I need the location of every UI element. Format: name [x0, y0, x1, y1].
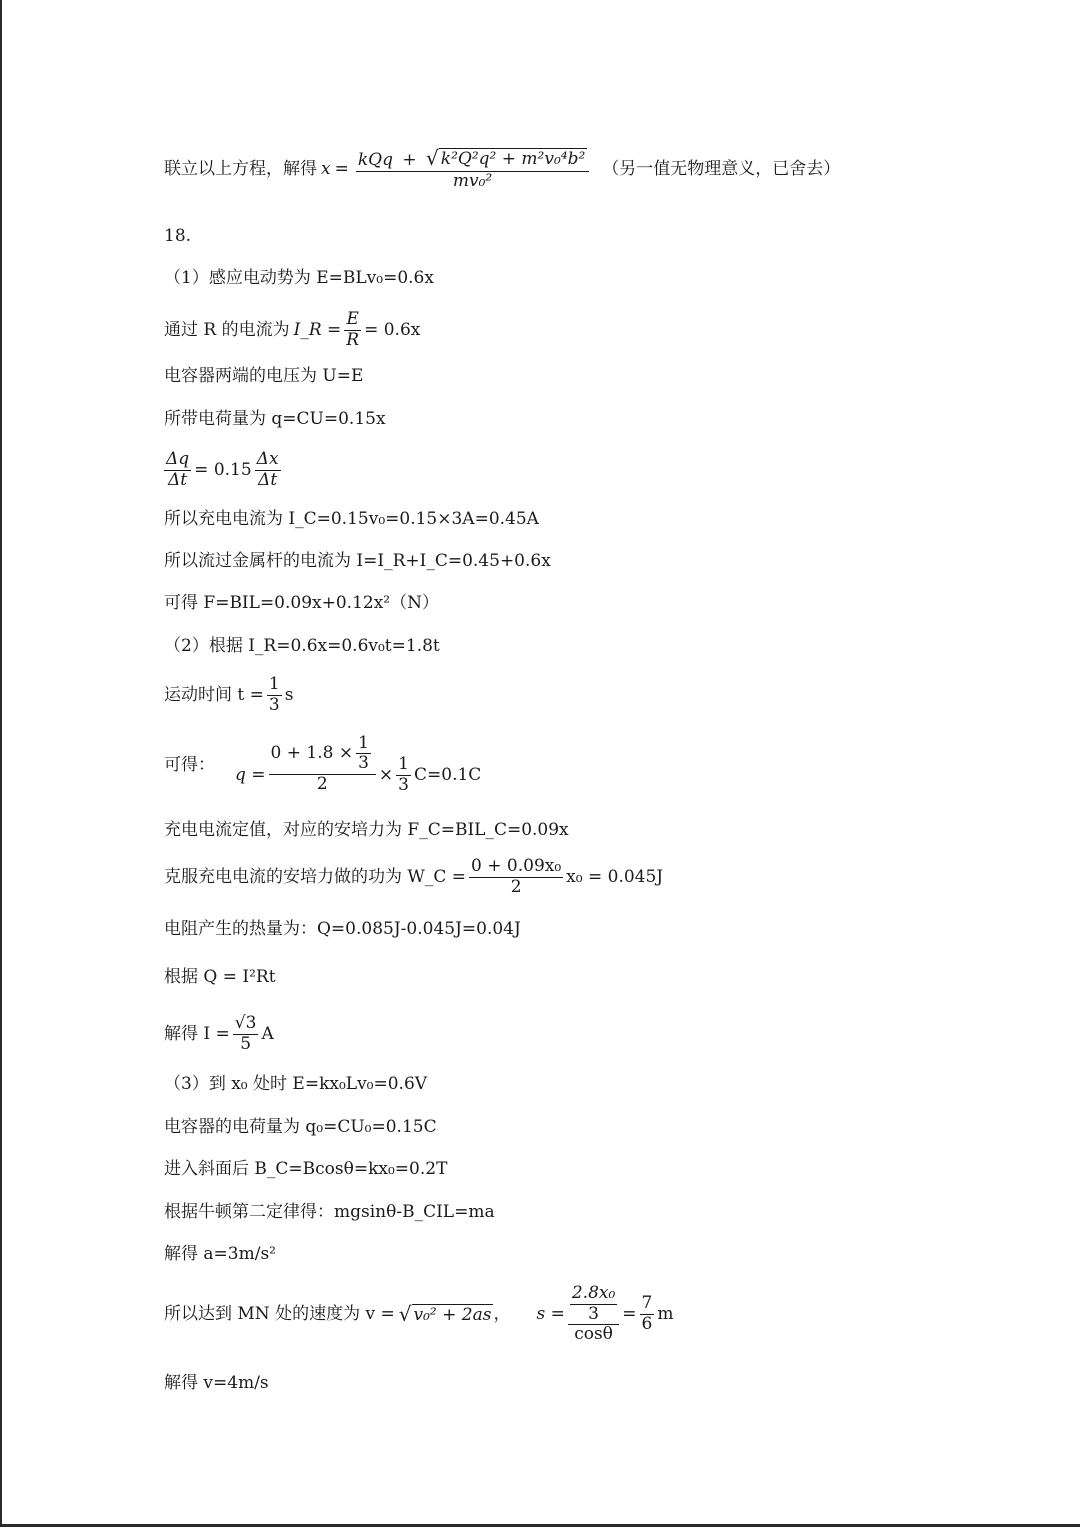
fraction-x	[356, 148, 589, 191]
fraction-average-force	[469, 857, 563, 897]
equals-sign: =	[334, 159, 349, 180]
denominator-3: 3	[268, 694, 280, 715]
question-number: 18.	[164, 226, 192, 246]
part1-rod-current: 所以流过金属杆的电流为 I=I_R+I_C=0.45+0.6x	[164, 551, 551, 571]
text-motion-time: 运动时间 t =	[164, 684, 264, 705]
part2-work	[164, 857, 663, 897]
part1-charging-current: 所以充电电流为 I_C=0.15v₀=0.15×3A=0.45A	[164, 509, 539, 529]
denominator-5: 5	[240, 1033, 252, 1054]
numerator-2-8x0: 2.8x₀	[571, 1283, 616, 1303]
text-lianli: 联立以上方程，解得	[164, 159, 317, 180]
inner-denominator-3: 3	[358, 753, 369, 774]
fraction-x-denominator: mv₀²	[452, 170, 493, 191]
force-denominator-2: 2	[510, 876, 522, 897]
part1-charge: 所带电荷量为 q=CU=0.15x	[164, 409, 386, 429]
part3-final-velocity: 解得 v=4m/s	[164, 1373, 269, 1393]
part2-ir: （2）根据 I_R=0.6x=0.6v₀t=1.8t	[164, 636, 440, 656]
sqrt-velocity	[398, 1301, 494, 1326]
text-velocity-at-mn: 所以达到 MN 处的速度为 v =	[164, 1304, 395, 1325]
fraction-time-one-third	[396, 755, 411, 795]
denominator-dt-2: Δt	[258, 469, 278, 490]
plus-sign: +	[402, 150, 417, 170]
var-x: x	[321, 159, 331, 180]
velocity-radicand: v₀² + 2as	[413, 1304, 492, 1325]
part2-charge	[164, 733, 481, 795]
part2-time	[164, 675, 293, 715]
term-kqq: kQq	[357, 150, 393, 170]
part3-emf: （3）到 x₀ 处时 E=kx₀Lv₀=0.6V	[164, 1074, 428, 1094]
fraction-2-8x0-over-3	[570, 1284, 617, 1324]
term-q: q =	[235, 764, 266, 785]
fraction-distance	[568, 1284, 619, 1345]
result-0-045j: x₀ = 0.045J	[566, 866, 664, 887]
times-sign: ×	[378, 764, 394, 785]
distance-numerator	[568, 1284, 619, 1325]
unit-m: m	[657, 1304, 674, 1325]
denominator-r: R	[346, 329, 360, 350]
part1-dq-dt	[164, 450, 284, 490]
part3-newton: 根据牛顿第二定律得：mgsinθ-B_CIL=ma	[164, 1202, 495, 1222]
comma: ，	[493, 1304, 511, 1325]
note-discard: （另一值无物理意义，已舍去）	[602, 159, 841, 180]
coef-0-15: = 0.15	[194, 459, 252, 480]
fraction-average-current	[269, 734, 376, 795]
text-solve-i: 解得 I =	[164, 1023, 230, 1044]
denominator-cos-theta: cosθ	[574, 1324, 613, 1345]
text-current-through-r: 通过 R 的电流为	[164, 319, 290, 340]
time-denominator-3: 3	[398, 774, 409, 795]
part3-velocity	[164, 1284, 674, 1345]
fraction-seven-sixths	[640, 1294, 655, 1334]
avg-denominator-2: 2	[316, 773, 328, 794]
numerator-1: 1	[268, 674, 280, 694]
fraction-x-numerator	[356, 148, 589, 172]
text-work-done: 克服充电电流的安培力做的功为 W_C =	[164, 866, 467, 887]
scan-left-border	[0, 0, 2, 1527]
denominator-3-inner: 3	[588, 1303, 599, 1324]
inner-numerator-1: 1	[358, 732, 369, 753]
term-ir: I_R =	[293, 319, 342, 340]
part3-field: 进入斜面后 B_C=Bcosθ=kx₀=0.2T	[164, 1159, 448, 1179]
part2-current-i	[164, 1014, 274, 1054]
fraction-dq-dt	[164, 450, 191, 490]
radical-symbol-2: √	[398, 1301, 412, 1326]
part3-charge: 电容器的电荷量为 q₀=CU₀=0.15C	[164, 1117, 437, 1137]
inner-expression: 0 + 1.8 ×	[270, 742, 354, 763]
avg-numerator	[269, 734, 376, 775]
part1-capacitor-voltage: 电容器两端的电压为 U=E	[164, 366, 364, 386]
part1-force: 可得 F=BIL=0.09x+0.12x²（N）	[164, 593, 439, 613]
time-numerator-1: 1	[398, 754, 409, 774]
numerator-dx: Δx	[256, 449, 279, 469]
unit-s: s	[284, 684, 294, 705]
fraction-root3-over-5	[233, 1014, 259, 1054]
denominator-dt: Δt	[168, 469, 188, 490]
solution-line-x	[164, 148, 840, 191]
unit-a: A	[261, 1023, 274, 1044]
part1-current-r	[164, 310, 420, 350]
fraction-e-over-r	[344, 310, 361, 350]
radical-symbol: √	[426, 146, 439, 170]
part2-ampere-force: 充电电流定值，对应的安培力为 F_C=BIL_C=0.09x	[164, 820, 569, 840]
part2-joule-law: 根据 Q = I²Rt	[164, 967, 276, 987]
part3-acceleration: 解得 a=3m/s²	[164, 1244, 276, 1264]
text-kede: 可得：	[164, 755, 215, 775]
numerator-7: 7	[641, 1293, 653, 1314]
sqrt-expression	[426, 148, 587, 169]
part2-heat: 电阻产生的热量为：Q=0.085J-0.045J=0.04J	[164, 919, 521, 939]
result-0-6x: = 0.6x	[364, 319, 421, 340]
inner-fraction-one-third	[356, 734, 371, 774]
fraction-one-third	[267, 675, 282, 715]
numerator-dq: Δq	[166, 449, 190, 469]
numerator-root3: √3	[234, 1013, 257, 1033]
result-0-1c: C=0.1C	[414, 764, 482, 785]
part1-emf: （1）感应电动势为 E=BLv₀=0.6x	[164, 268, 434, 288]
denominator-6: 6	[641, 1313, 653, 1334]
fraction-dx-dt	[255, 450, 281, 490]
term-s: s =	[536, 1304, 565, 1325]
force-numerator: 0 + 0.09x₀	[471, 856, 562, 876]
equals-sign-2: =	[622, 1304, 637, 1325]
numerator-e: E	[346, 309, 359, 329]
radicand: k²Q²q² + m²v₀⁴b²	[440, 149, 586, 169]
